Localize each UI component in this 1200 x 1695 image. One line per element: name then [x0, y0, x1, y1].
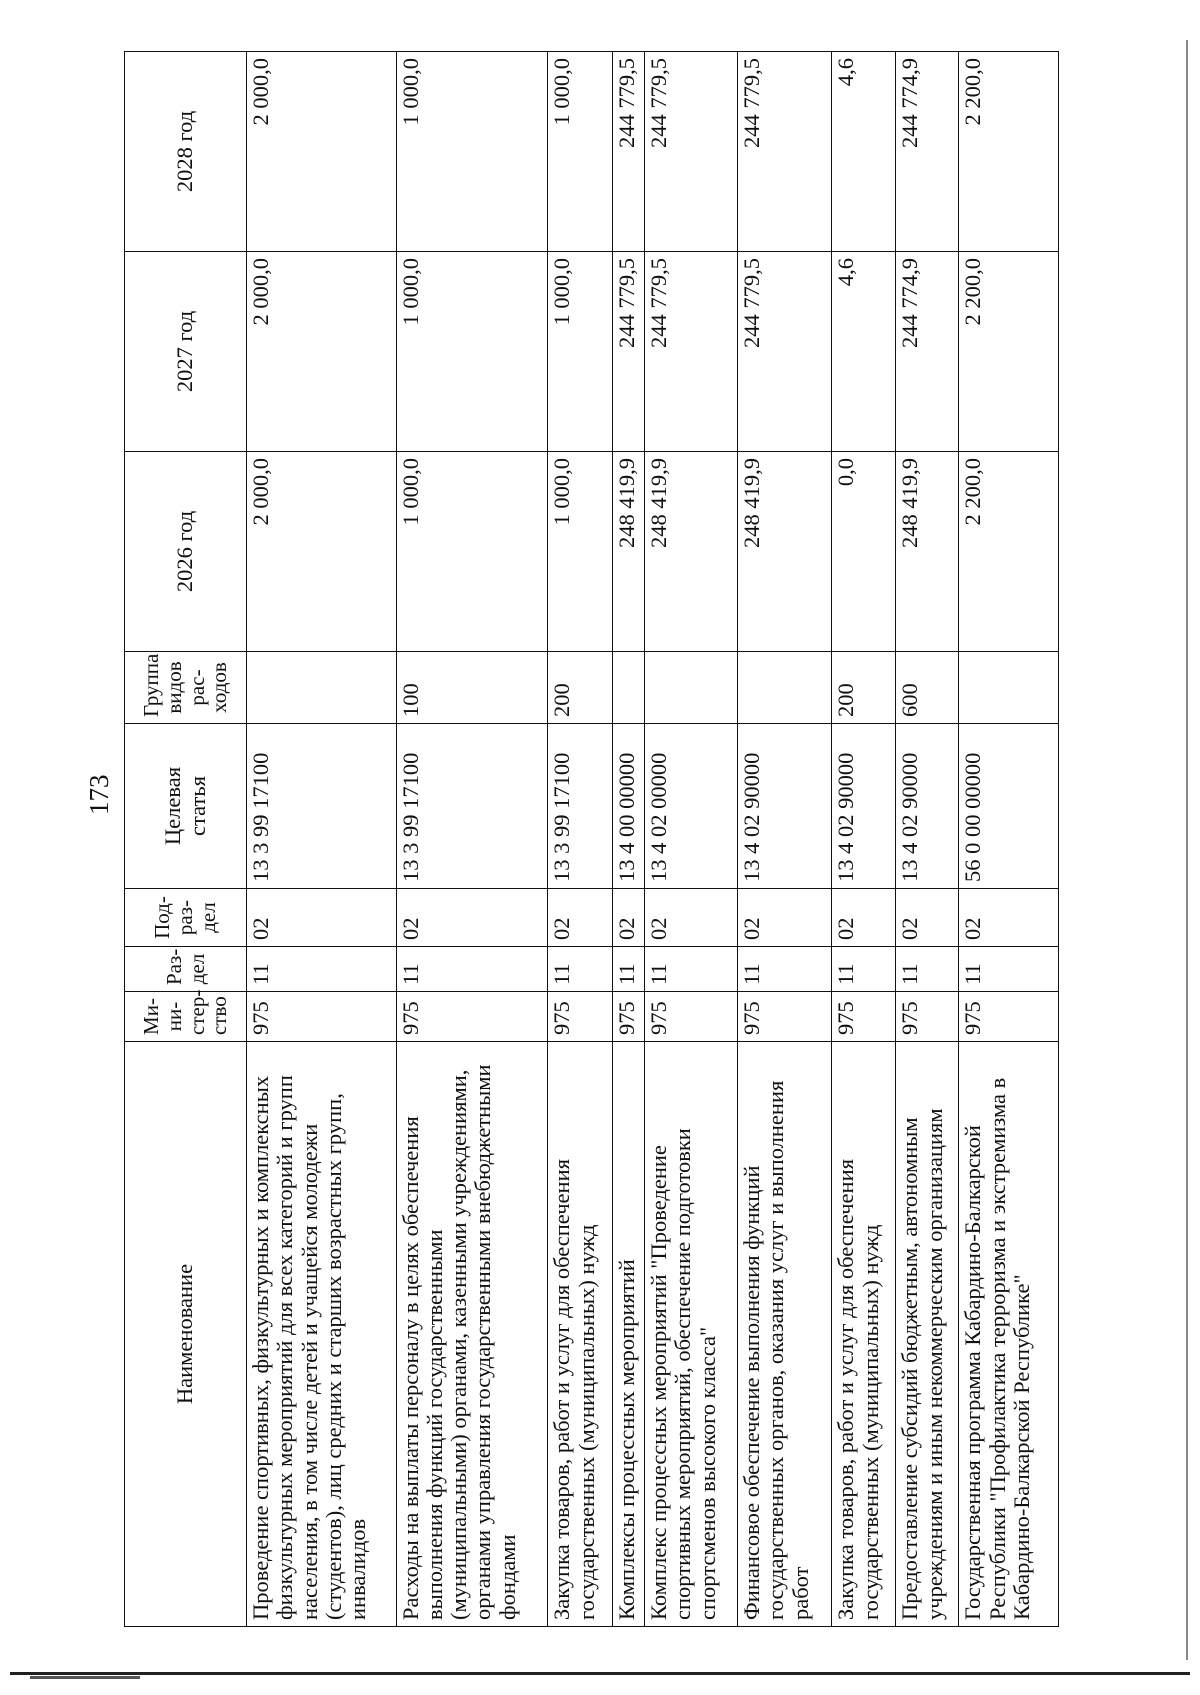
row-name: Проведение спортивных, физкультурных и комплексных физкультурных мероприятий для всех категорий и групп населения, в том числе детей и учащейся молодежи (студентов), лиц средних и старших возрастных групп, инвалидов: [247, 1042, 397, 1627]
row-2026: 248 419,9: [738, 452, 832, 652]
row-2026: 0,0: [832, 452, 896, 652]
row-2027: 244 779,5: [645, 252, 738, 452]
row-section: 11: [645, 947, 738, 992]
row-subsection: 02: [896, 889, 959, 947]
table-row: [645, 52, 738, 1627]
row-2028: 244 779,5: [738, 52, 832, 252]
row-target: 13 4 02 90000: [832, 724, 896, 889]
row-2026: 2 000,0: [247, 452, 397, 652]
table-row: [247, 52, 397, 1627]
row-ministry: 975: [645, 992, 738, 1042]
table-row: [959, 52, 1059, 1627]
row-name: Закупка товаров, работ и услуг для обеспечения государственных (муниципальных) нужд: [548, 1042, 613, 1627]
header-2027: 2027 год: [125, 252, 247, 452]
row-group: 100: [396, 652, 548, 724]
header-ministry: Ми- ни- стер- ство: [125, 992, 247, 1042]
row-group: [613, 652, 645, 724]
row-section: 11: [832, 947, 896, 992]
row-subsection: 02: [959, 889, 1059, 947]
row-2028: 1 000,0: [396, 52, 548, 252]
row-ministry: 975: [832, 992, 896, 1042]
row-2026: 248 419,9: [613, 452, 645, 652]
row-name: Финансовое обеспечение выполнения функций государственных органов, оказания услуг и выполнения работ: [738, 1042, 832, 1627]
row-ministry: 975: [396, 992, 548, 1042]
row-name: Расходы на выплаты персоналу в целях обеспечения выполнения функций государственными (муниципальными) органами, казенными учреждениями, органами управления государственными внебюджетными фондами: [396, 1042, 548, 1627]
header-name: Наименование: [125, 1042, 247, 1627]
row-section: 11: [738, 947, 832, 992]
row-2027: 1 000,0: [396, 252, 548, 452]
header-row: [125, 52, 247, 1627]
table-row: [613, 52, 645, 1627]
row-2028: 244 779,5: [613, 52, 645, 252]
budget-table: [124, 51, 1059, 1627]
scan-edge-bottom-mark: [30, 1676, 140, 1679]
row-section: 11: [959, 947, 1059, 992]
row-target: 13 3 99 17100: [247, 724, 397, 889]
row-name: Государственная программа Кабардино-Балкарской Республики "Профилактика терроризма и экстремизма в Кабардино-Балкарской Республике": [959, 1042, 1059, 1627]
table-row: [548, 52, 613, 1627]
row-name: Закупка товаров, работ и услуг для обеспечения государственных (муниципальных) нужд: [832, 1042, 896, 1627]
row-subsection: 02: [396, 889, 548, 947]
row-2028: 244 779,5: [645, 52, 738, 252]
table-row: [896, 52, 959, 1627]
row-2028: 244 774,9: [896, 52, 959, 252]
row-group: 200: [832, 652, 896, 724]
header-group: Группа видов рас- ходов: [125, 652, 247, 724]
row-name: Предоставление субсидий бюджетным, автономным учреждениям и иным некоммерческим организациям: [896, 1042, 959, 1627]
header-2026: 2026 год: [125, 452, 247, 652]
row-2028: 1 000,0: [548, 52, 613, 252]
row-target: 13 4 02 90000: [896, 724, 959, 889]
scan-edge-bottom: [10, 1672, 1190, 1675]
row-section: 11: [247, 947, 397, 992]
header-subsection: Под- раз- дел: [125, 889, 247, 947]
row-subsection: 02: [247, 889, 397, 947]
row-2027: 244 774,9: [896, 252, 959, 452]
row-2027: 2 200,0: [959, 252, 1059, 452]
row-section: 11: [613, 947, 645, 992]
row-2027: 244 779,5: [738, 252, 832, 452]
row-target: 56 0 00 00000: [959, 724, 1059, 889]
row-2027: 1 000,0: [548, 252, 613, 452]
row-section: 11: [896, 947, 959, 992]
row-target: 13 3 99 17100: [548, 724, 613, 889]
row-name: Комплекс процессных мероприятий "Проведение спортивных мероприятий, обеспечение подготовки спортсменов высокого класса": [645, 1042, 738, 1627]
page-number: 173: [84, 774, 114, 815]
row-subsection: 02: [548, 889, 613, 947]
row-2026: 1 000,0: [548, 452, 613, 652]
row-group: [959, 652, 1059, 724]
row-2028: 4,6: [832, 52, 896, 252]
row-ministry: 975: [738, 992, 832, 1042]
row-group: 600: [896, 652, 959, 724]
row-2026: 1 000,0: [396, 452, 548, 652]
row-2026: 248 419,9: [645, 452, 738, 652]
scan-edge-right: [1186, 40, 1188, 1660]
row-2027: 2 000,0: [247, 252, 397, 452]
header-target: Целевая статья: [125, 724, 247, 889]
row-section: 11: [396, 947, 548, 992]
row-2026: 248 419,9: [896, 452, 959, 652]
row-2028: 2 200,0: [959, 52, 1059, 252]
row-group: [247, 652, 397, 724]
row-ministry: 975: [548, 992, 613, 1042]
row-ministry: 975: [896, 992, 959, 1042]
row-target: 13 4 02 00000: [645, 724, 738, 889]
table-row: [396, 52, 548, 1627]
row-target: 13 4 00 00000: [613, 724, 645, 889]
row-2027: 244 779,5: [613, 252, 645, 452]
row-section: 11: [548, 947, 613, 992]
table-row: [832, 52, 896, 1627]
row-subsection: 02: [738, 889, 832, 947]
table-row: [738, 52, 832, 1627]
row-target: 13 4 02 90000: [738, 724, 832, 889]
row-name: Комплексы процессных мероприятий: [613, 1042, 645, 1627]
row-ministry: 975: [959, 992, 1059, 1042]
row-group: 200: [548, 652, 613, 724]
header-section: Раз- дел: [125, 947, 247, 992]
row-group: [645, 652, 738, 724]
row-subsection: 02: [613, 889, 645, 947]
row-subsection: 02: [832, 889, 896, 947]
row-subsection: 02: [645, 889, 738, 947]
row-target: 13 3 99 17100: [396, 724, 548, 889]
row-group: [738, 652, 832, 724]
row-ministry: 975: [247, 992, 397, 1042]
rotated-budget-table-container: [124, 52, 1059, 1627]
row-2026: 2 200,0: [959, 452, 1059, 652]
row-2028: 2 000,0: [247, 52, 397, 252]
header-2028: 2028 год: [125, 52, 247, 252]
row-ministry: 975: [613, 992, 645, 1042]
row-2027: 4,6: [832, 252, 896, 452]
